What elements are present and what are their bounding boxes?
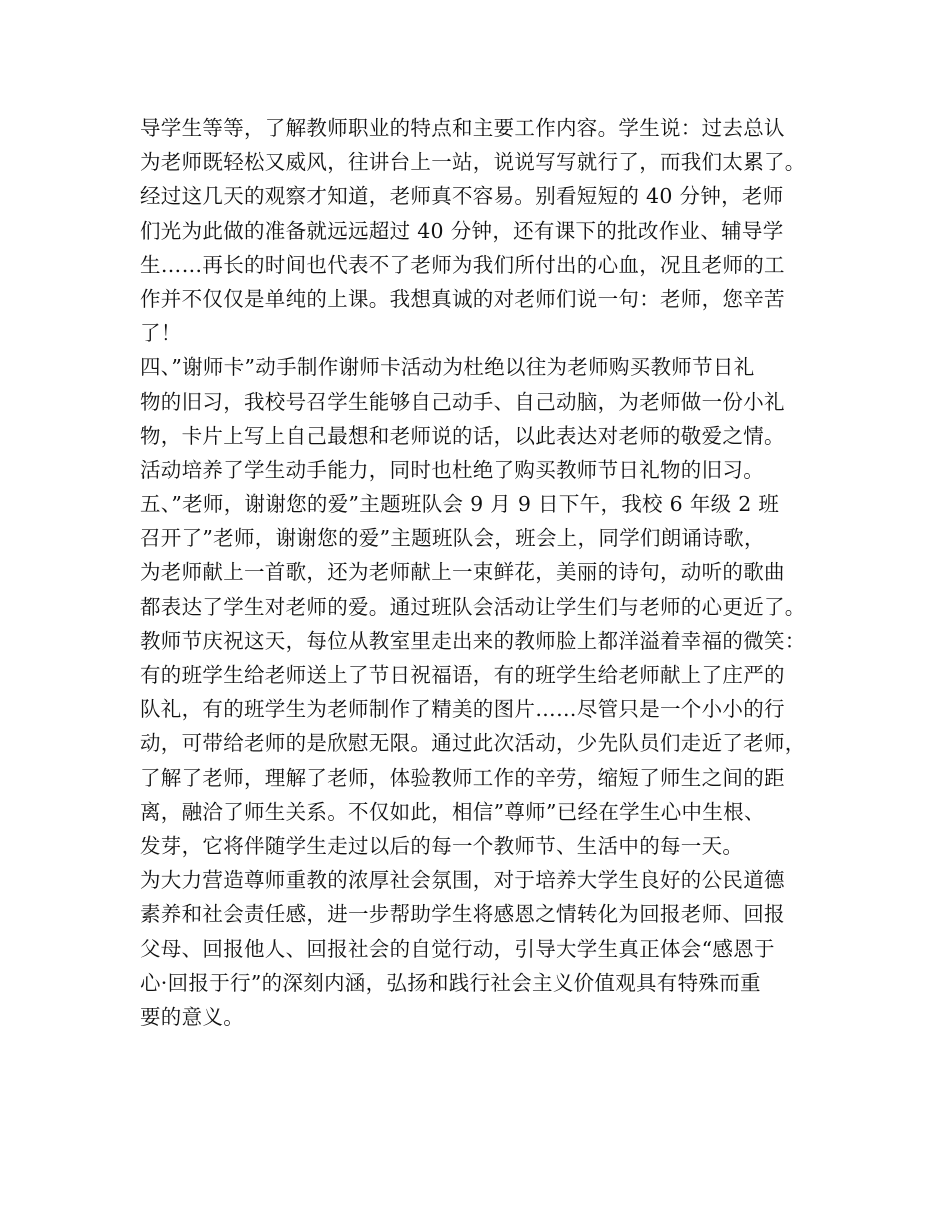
text-line: 要的意义。: [140, 1004, 244, 1029]
text-line: 经过这几天的观察才知道，老师真不容易。别看短短的 40 分钟，老师: [140, 184, 784, 209]
text-line: 动，可带给老师的是欣慰无限。通过此次活动，少先队员们走近了老师，: [140, 731, 806, 756]
text-line: 为大力营造尊师重教的浓厚社会氛围，对于培养大学生良好的公民道德: [140, 868, 785, 893]
text-line: 教师节庆祝这天，每位从教室里走出来的教师脸上都洋溢着幸福的微笑：: [140, 628, 806, 653]
text-line: 发芽，它将伴随学生走过以后的每一个教师节、生活中的每一天。: [140, 833, 744, 858]
body-text: [140, 111, 830, 1034]
text-line: 有的班学生给老师送上了节日祝福语，有的班学生给老师献上了庄严的: [140, 663, 785, 687]
text-line: 作并不仅仅是单纯的上课。我想真诚的对老师们说一句：老师，您辛苦: [140, 286, 785, 311]
text-line: 都表达了学生对老师的爱。通过班队会活动让学生们与老师的心更近了。: [140, 594, 806, 619]
text-line: 们光为此做的准备就远远超过 40 分钟，还有课下的批改作业、辅导学: [140, 218, 784, 243]
section-heading-line: 五、”老师，谢谢您的爱”主题班队会 9 月 9 日下午，我校 6 年级 2 班: [140, 492, 780, 517]
section-heading-line: 四、”谢师卡”动手制作谢师卡活动为杜绝以往为老师购买教师节日礼: [140, 355, 755, 380]
text-line: 父母、回报他人、回报社会的自觉行动，引导大学生真正体会“感恩于: [140, 936, 775, 961]
text-line: 了解了老师，理解了老师，体验教师工作的辛劳，缩短了师生之间的距: [140, 765, 785, 790]
text-line: 了！: [140, 321, 182, 346]
text-line: 心·回报于行”的深刻内涵，弘扬和践行社会主义价值观具有特殊而重: [140, 970, 761, 995]
text-line: 生……再长的时间也代表不了老师为我们所付出的心血，况且老师的工: [140, 252, 785, 277]
text-line: 召开了”老师，谢谢您的爱”主题班队会，班会上，同学们朗诵诗歌，: [140, 526, 765, 551]
text-line: 物的旧习，我校号召学生能够自己动手、自己动脑，为老师做一份小礼: [140, 389, 785, 414]
text-line: 活动培养了学生动手能力，同时也杜绝了购买教师节日礼物的旧习。: [140, 457, 764, 482]
text-line: 导学生等等，了解教师职业的特点和主要工作内容。学生说：过去总认: [140, 116, 785, 140]
text-line: 为老师献上一首歌，还为老师献上一束鲜花，美丽的诗句，动听的歌曲: [140, 560, 785, 585]
text-line: 为老师既轻松又威风，往讲台上一站，说说写写就行了，而我们太累了。: [140, 150, 806, 175]
text-line: 素养和社会责任感，进一步帮助学生将感恩之情转化为回报老师、回报: [140, 902, 785, 927]
text-line: 队礼，有的班学生为老师制作了精美的图片……尽管只是一个小小的行: [140, 697, 785, 722]
text-line: 离，融洽了师生关系。不仅如此，相信”尊师”已经在学生心中生根、: [140, 799, 765, 824]
text-line: 物，卡片上写上自己最想和老师说的话，以此表达对老师的敬爱之情。: [140, 423, 785, 448]
